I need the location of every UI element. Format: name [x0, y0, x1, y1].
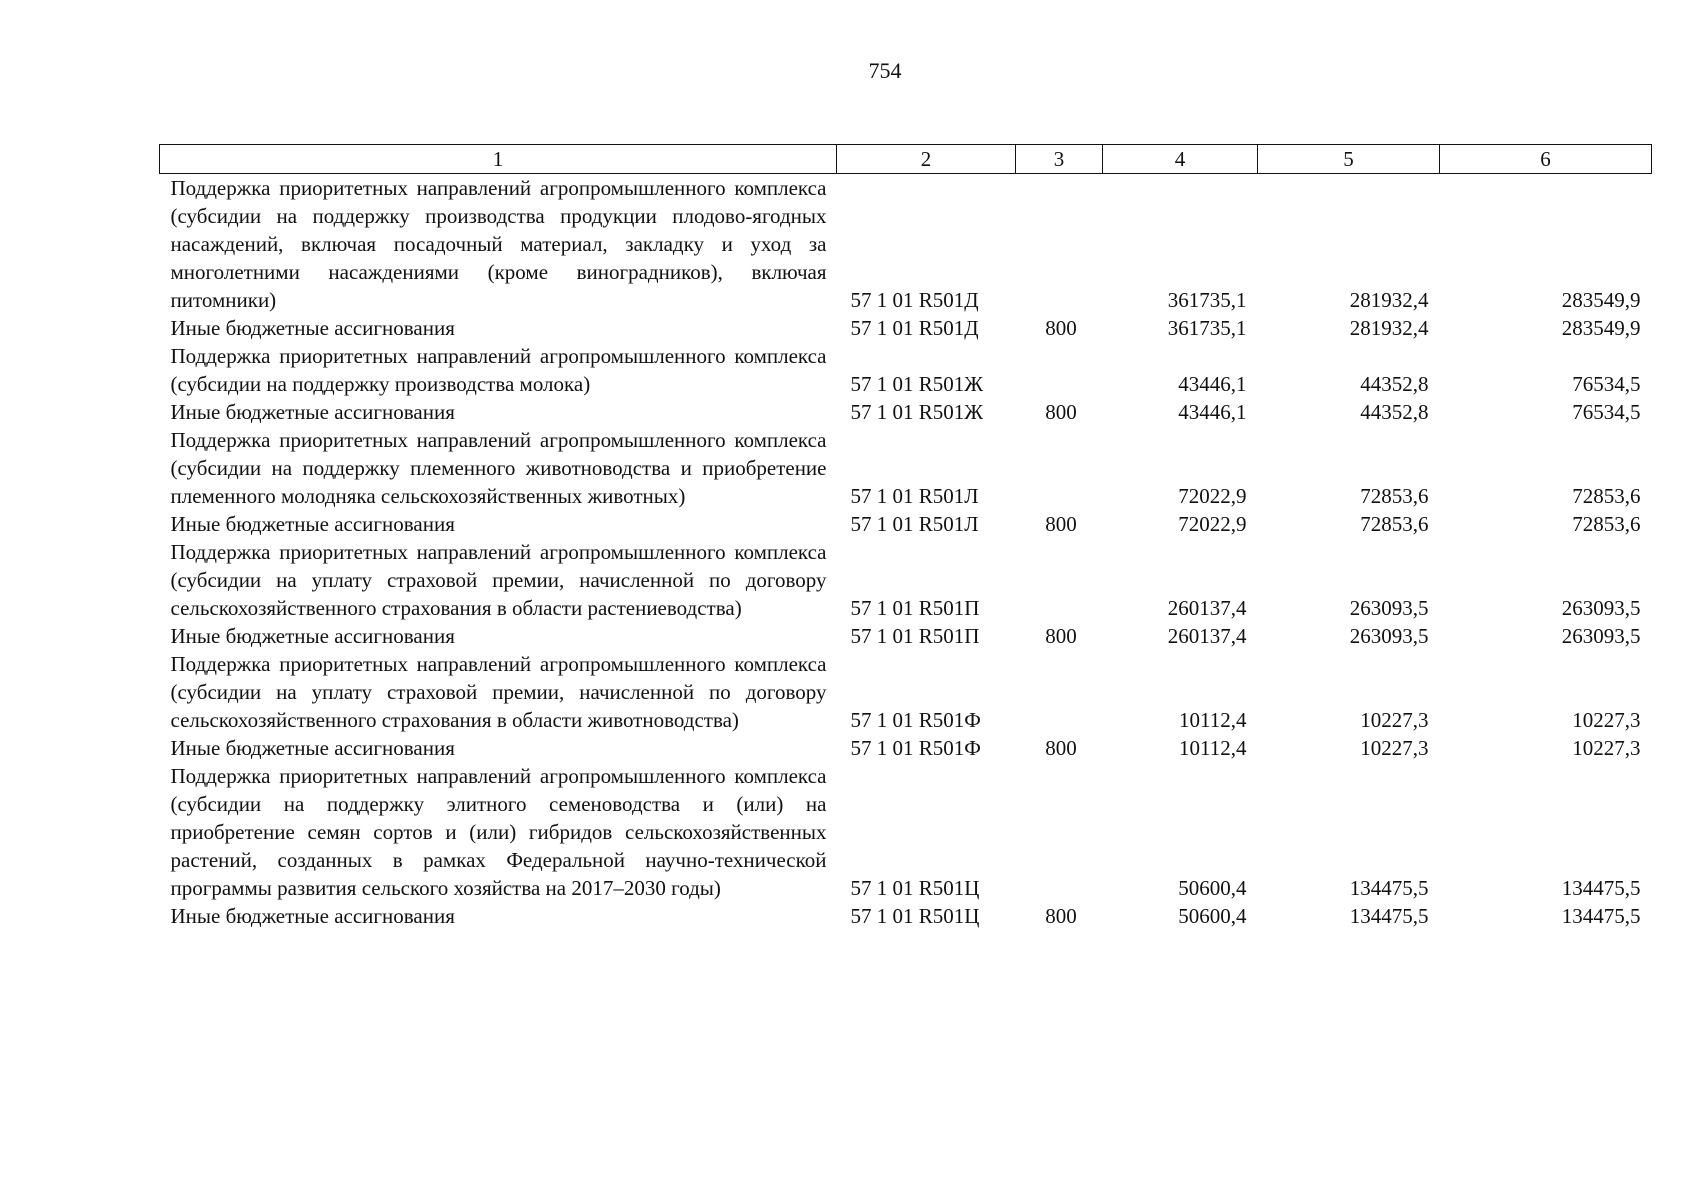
amount-col5-cell: 134475,5: [1349, 876, 1429, 900]
amount-col5-cell: 134475,5: [1349, 904, 1429, 928]
amount-col4-cell: 43446,1: [1178, 372, 1247, 396]
amount-col6-cell: 76534,5: [1572, 372, 1641, 396]
amount-col5-cell: 281932,4: [1349, 316, 1429, 340]
amount-col4-cell: 10112,4: [1179, 708, 1247, 732]
header-cell-5: 5: [1258, 145, 1440, 174]
amount-col6-cell: 76534,5: [1572, 400, 1641, 424]
amount-col4-cell: 50600,4: [1178, 904, 1247, 928]
target-code-cell: 57 1 01 R501Ф: [850, 708, 981, 732]
item-name-cell: Поддержка приоритетных направлений агропромышленного комплекса (субсидии на уплату страховой премии, начисленной по договору сельскохозяйственного страхования в области животноводства): [170, 652, 827, 732]
table-row: [160, 622, 1652, 650]
amount-col4-cell: 260137,4: [1167, 596, 1247, 620]
table-row: [160, 538, 1652, 622]
target-code-cell: 57 1 01 R501П: [850, 596, 980, 620]
amount-col5-cell: 263093,5: [1349, 596, 1429, 620]
expense-type-cell: 800: [1045, 736, 1077, 760]
table-row: [160, 902, 1652, 930]
target-code-cell: 57 1 01 R501Л: [850, 484, 979, 508]
item-name-cell: Поддержка приоритетных направлений агропромышленного комплекса (субсидии на поддержку производства молока): [170, 344, 827, 396]
amount-col5-cell: 44352,8: [1360, 400, 1429, 424]
item-name-cell: Иные бюджетные ассигнования: [170, 904, 455, 928]
amount-col4-cell: 50600,4: [1178, 876, 1247, 900]
table-row: [160, 342, 1652, 398]
amount-col4-cell: 10112,4: [1179, 736, 1247, 760]
header-cell-6: 6: [1440, 145, 1652, 174]
table-row: [160, 314, 1652, 342]
item-name-cell: Иные бюджетные ассигнования: [170, 316, 455, 340]
amount-col4-cell: 361735,1: [1167, 288, 1247, 312]
amount-col4-cell: 72022,9: [1178, 512, 1247, 536]
table-body: [160, 174, 1652, 931]
expense-type-cell: [1016, 426, 1103, 510]
budget-table: [159, 144, 1652, 930]
amount-col5-cell: 72853,6: [1360, 512, 1429, 536]
expense-type-cell: [1016, 762, 1103, 902]
amount-col6-cell: 263093,5: [1561, 624, 1641, 648]
item-name-cell: Поддержка приоритетных направлений агропромышленного комплекса (субсидии на поддержку племенного животноводства и приобретение племенного молодняка сельскохозяйственных животных): [170, 428, 827, 508]
amount-col5-cell: 72853,6: [1360, 484, 1429, 508]
page-number: 754: [868, 58, 902, 83]
amount-col4-cell: 72022,9: [1178, 484, 1247, 508]
amount-col6-cell: 72853,6: [1572, 512, 1641, 536]
item-name-cell: Иные бюджетные ассигнования: [170, 400, 455, 424]
item-name-cell: Поддержка приоритетных направлений агропромышленного комплекса (субсидии на уплату страховой премии, начисленной по договору сельскохозяйственного страхования в области растениеводства): [170, 540, 827, 620]
table-row: [160, 398, 1652, 426]
table-row: [160, 762, 1652, 902]
table-row: [160, 734, 1652, 762]
expense-type-cell: [1016, 174, 1103, 315]
expense-type-cell: [1016, 650, 1103, 734]
amount-col5-cell: 263093,5: [1349, 624, 1429, 648]
expense-type-cell: 800: [1045, 512, 1077, 536]
amount-col6-cell: 10227,3: [1572, 708, 1641, 732]
table-row: [160, 426, 1652, 510]
target-code-cell: 57 1 01 R501Ж: [850, 372, 984, 396]
target-code-cell: 57 1 01 R501Ц: [850, 904, 980, 928]
item-name-cell: Иные бюджетные ассигнования: [170, 624, 455, 648]
expense-type-cell: 800: [1045, 904, 1077, 928]
header-row: [160, 145, 1652, 174]
header-cell-4: 4: [1103, 145, 1258, 174]
table-row: [160, 174, 1652, 315]
header-cell-2: 2: [837, 145, 1016, 174]
target-code-cell: 57 1 01 R501П: [850, 624, 980, 648]
amount-col6-cell: 283549,9: [1561, 288, 1641, 312]
amount-col5-cell: 10227,3: [1360, 708, 1429, 732]
amount-col6-cell: 72853,6: [1572, 484, 1641, 508]
table-row: [160, 650, 1652, 734]
amount-col6-cell: 134475,5: [1561, 904, 1641, 928]
expense-type-cell: [1016, 342, 1103, 398]
table-header: [160, 145, 1652, 174]
amount-col6-cell: 10227,3: [1572, 736, 1641, 760]
item-name-cell: Поддержка приоритетных направлений агропромышленного комплекса (субсидии на поддержку производства продукции плодово-ягодных насаждений, включая посадочный материал, закладку и уход за многолетними насаждениями (кроме виноградников), включая питомники): [170, 176, 827, 312]
amount-col4-cell: 260137,4: [1167, 624, 1247, 648]
amount-col4-cell: 43446,1: [1178, 400, 1247, 424]
target-code-cell: 57 1 01 R501Д: [850, 316, 979, 340]
target-code-cell: 57 1 01 R501Ж: [850, 400, 984, 424]
header-cell-3: 3: [1016, 145, 1103, 174]
target-code-cell: 57 1 01 R501Д: [850, 288, 979, 312]
amount-col5-cell: 10227,3: [1360, 736, 1429, 760]
amount-col6-cell: 283549,9: [1561, 316, 1641, 340]
expense-type-cell: 800: [1045, 400, 1077, 424]
amount-col5-cell: 44352,8: [1360, 372, 1429, 396]
header-cell-1: 1: [160, 145, 837, 174]
target-code-cell: 57 1 01 R501Ф: [850, 736, 981, 760]
table-row: [160, 510, 1652, 538]
amount-col6-cell: 134475,5: [1561, 876, 1641, 900]
amount-col5-cell: 281932,4: [1349, 288, 1429, 312]
amount-col4-cell: 361735,1: [1167, 316, 1247, 340]
expense-type-cell: 800: [1045, 316, 1077, 340]
target-code-cell: 57 1 01 R501Л: [850, 512, 979, 536]
target-code-cell: 57 1 01 R501Ц: [850, 876, 980, 900]
item-name-cell: Поддержка приоритетных направлений агропромышленного комплекса (субсидии на поддержку элитного семеноводства и (или) на приобретение семян сортов и (или) гибридов сельскохозяйственных растений, созданных в рамках Федеральной научно-технической программы развития сельского хозяйства на 2017–2030 годы): [170, 764, 827, 900]
item-name-cell: Иные бюджетные ассигнования: [170, 512, 455, 536]
expense-type-cell: [1016, 538, 1103, 622]
expense-type-cell: 800: [1045, 624, 1077, 648]
item-name-cell: Иные бюджетные ассигнования: [170, 736, 455, 760]
amount-col6-cell: 263093,5: [1561, 596, 1641, 620]
